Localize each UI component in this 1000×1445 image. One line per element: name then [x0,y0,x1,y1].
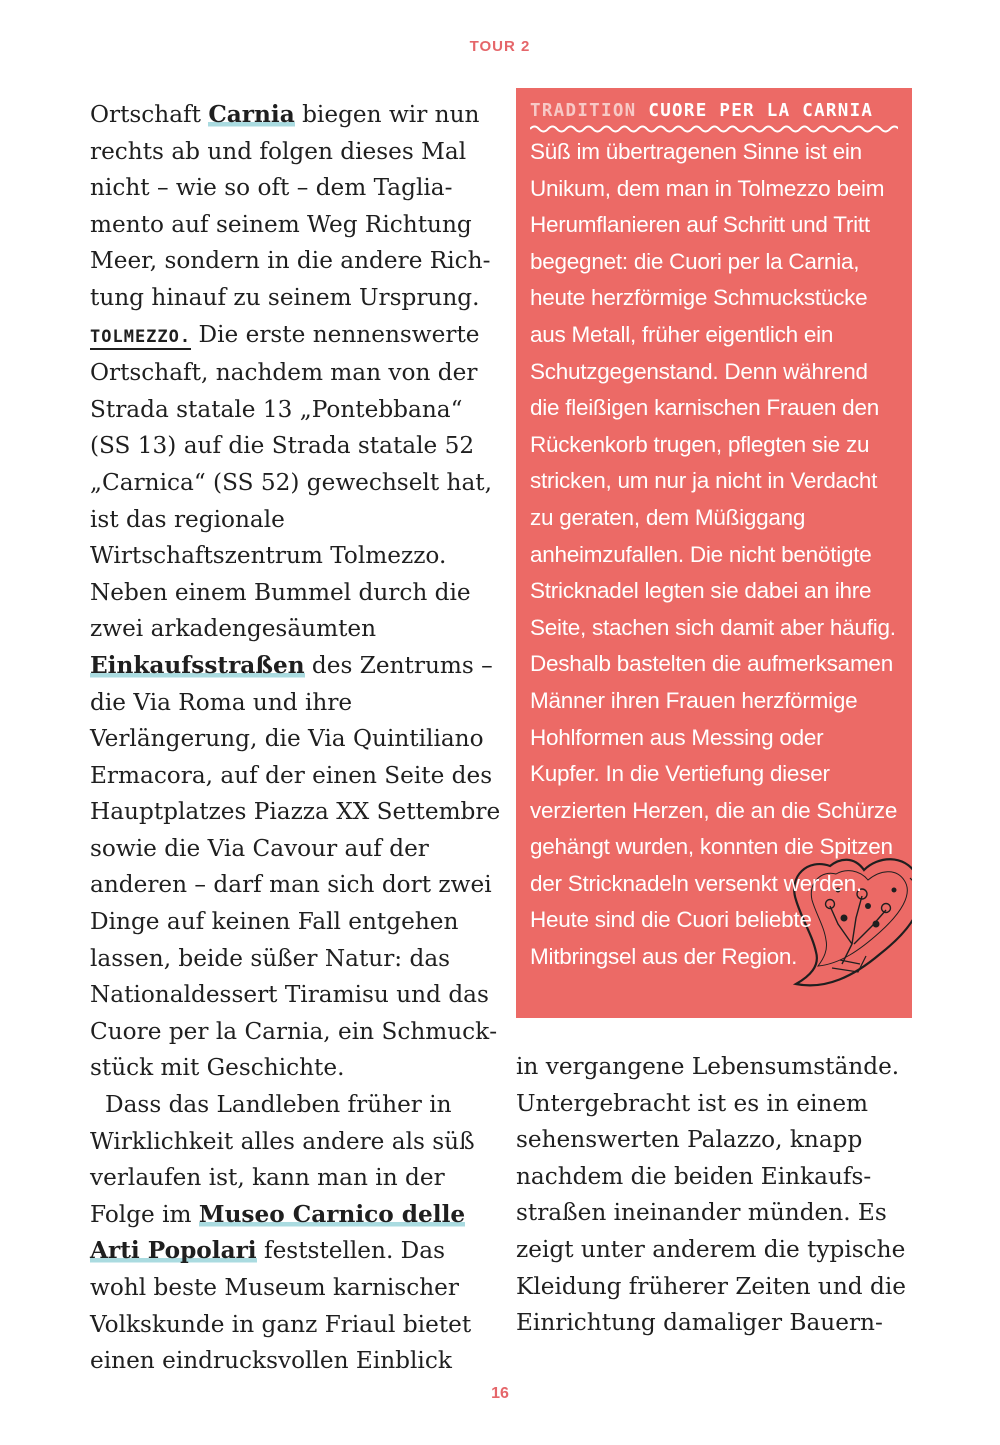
text-run: des Zentrums – die Via Roma und ihre Verlängerung, die Via Quintiliano Ermacora, auf der einen Seite des Hauptplatzes Piazza XX Settembre sowie die Via Cavour auf der anderen – darf man sich dort zwei Dinge auf keinen Fall entgehen lassen, beide süßer Natur: das Nationaldessert Tiramisu und das Cuore per la Carnia, ein Schmuckstück mit Geschichte. [90,651,501,1082]
right-paragraph: in vergangene Lebensumstände. Untergebracht ist es in einem sehenswerten Palazzo, knapp nachdem die beiden Einkaufsstraßen ineinander münden. Es zeigt unter anderem die typische Kleidung früherer Zeiten und die Einrichtung damaliger Bauern- [516,1053,906,1337]
text-run: biegen wir nun rechts ab und folgen dieses Mal nicht – wie so oft – dem Tagliamento auf seinem Weg Richtung Meer, sondern in die andere Richtung hinauf zu seinem Ursprung. [90,101,491,311]
right-column [516,1049,912,1342]
wavy-divider-icon [530,124,898,134]
box-heading: CUORE PER LA CARNIA [648,101,874,121]
running-header: TOUR 2 [469,38,531,55]
text-run: Ortschaft [90,101,209,128]
page-number: 16 [491,1385,509,1402]
text-run: feststellen. Das wohl beste Museum karnischer Volkskunde in ganz Friaul bietet einen eindrucksvollen Einblick [90,1237,472,1375]
box-title [530,98,898,124]
paragraph-2 [90,1087,502,1380]
box-category: TRADITION [530,101,637,121]
highlight-carnia: Carnia [208,101,295,128]
text-run: Dass das Landleben früher in Wirklichkeit alles andere als süß verlaufen ist, kann man in der Folge im [90,1091,475,1228]
box-text: Süß im übertragenen Sinne ist ein Unikum, dem man in Tolmezzo beim Herumflanieren auf Schritt und Tritt begegnet: die Cuori per la Carnia, heute herzförmige Schmuckstücke aus Metall, früher eigentlich ein Schutzgegenstand. Denn während die fleißigen karnischen Frauen den Rückenkorb trugen, pflegten sie zu stricken, um nur ja nicht in Verdacht zu geraten, dem Müßiggang anheimzufallen. Die nicht benötigte Stricknadel legten sie dabei an ihre Seite, stachen sich damit aber häufig. Deshalb bastelten die aufmerksamen Männer ihren Frauen herzförmige Hohlformen aus Messing oder Kupfer. In die Vertiefung dieser verzierten Herzen, die an die Schürze gehängt wurden, konnten die Spitzen der Stricknadeln versenkt werden. Heute sind die Cuori beliebte Mitbringsel aus der Region. [530,139,898,970]
place-heading-tolmezzo: TOLMEZZO. [90,327,191,350]
paragraph-1 [90,97,502,1087]
highlight-museo: Museo Carnico delle Arti Popolari [90,1200,466,1265]
text-run: Die erste nennenswerte Ortschaft, nachdem man von der Strada statale 13 „Pontebbana“ (SS 13) auf die Strada statale 52 „Carnica“ (SS 52) gewechselt hat, ist das regionale Wirtschaftszentrum Tolmezzo. Neben einem Bummel durch die zwei arkadengesäumten [90,320,492,643]
highlight-einkaufsstrassen: Einkaufsstraßen [90,651,305,679]
sidebar-box [516,88,912,1018]
left-column [90,97,502,1380]
